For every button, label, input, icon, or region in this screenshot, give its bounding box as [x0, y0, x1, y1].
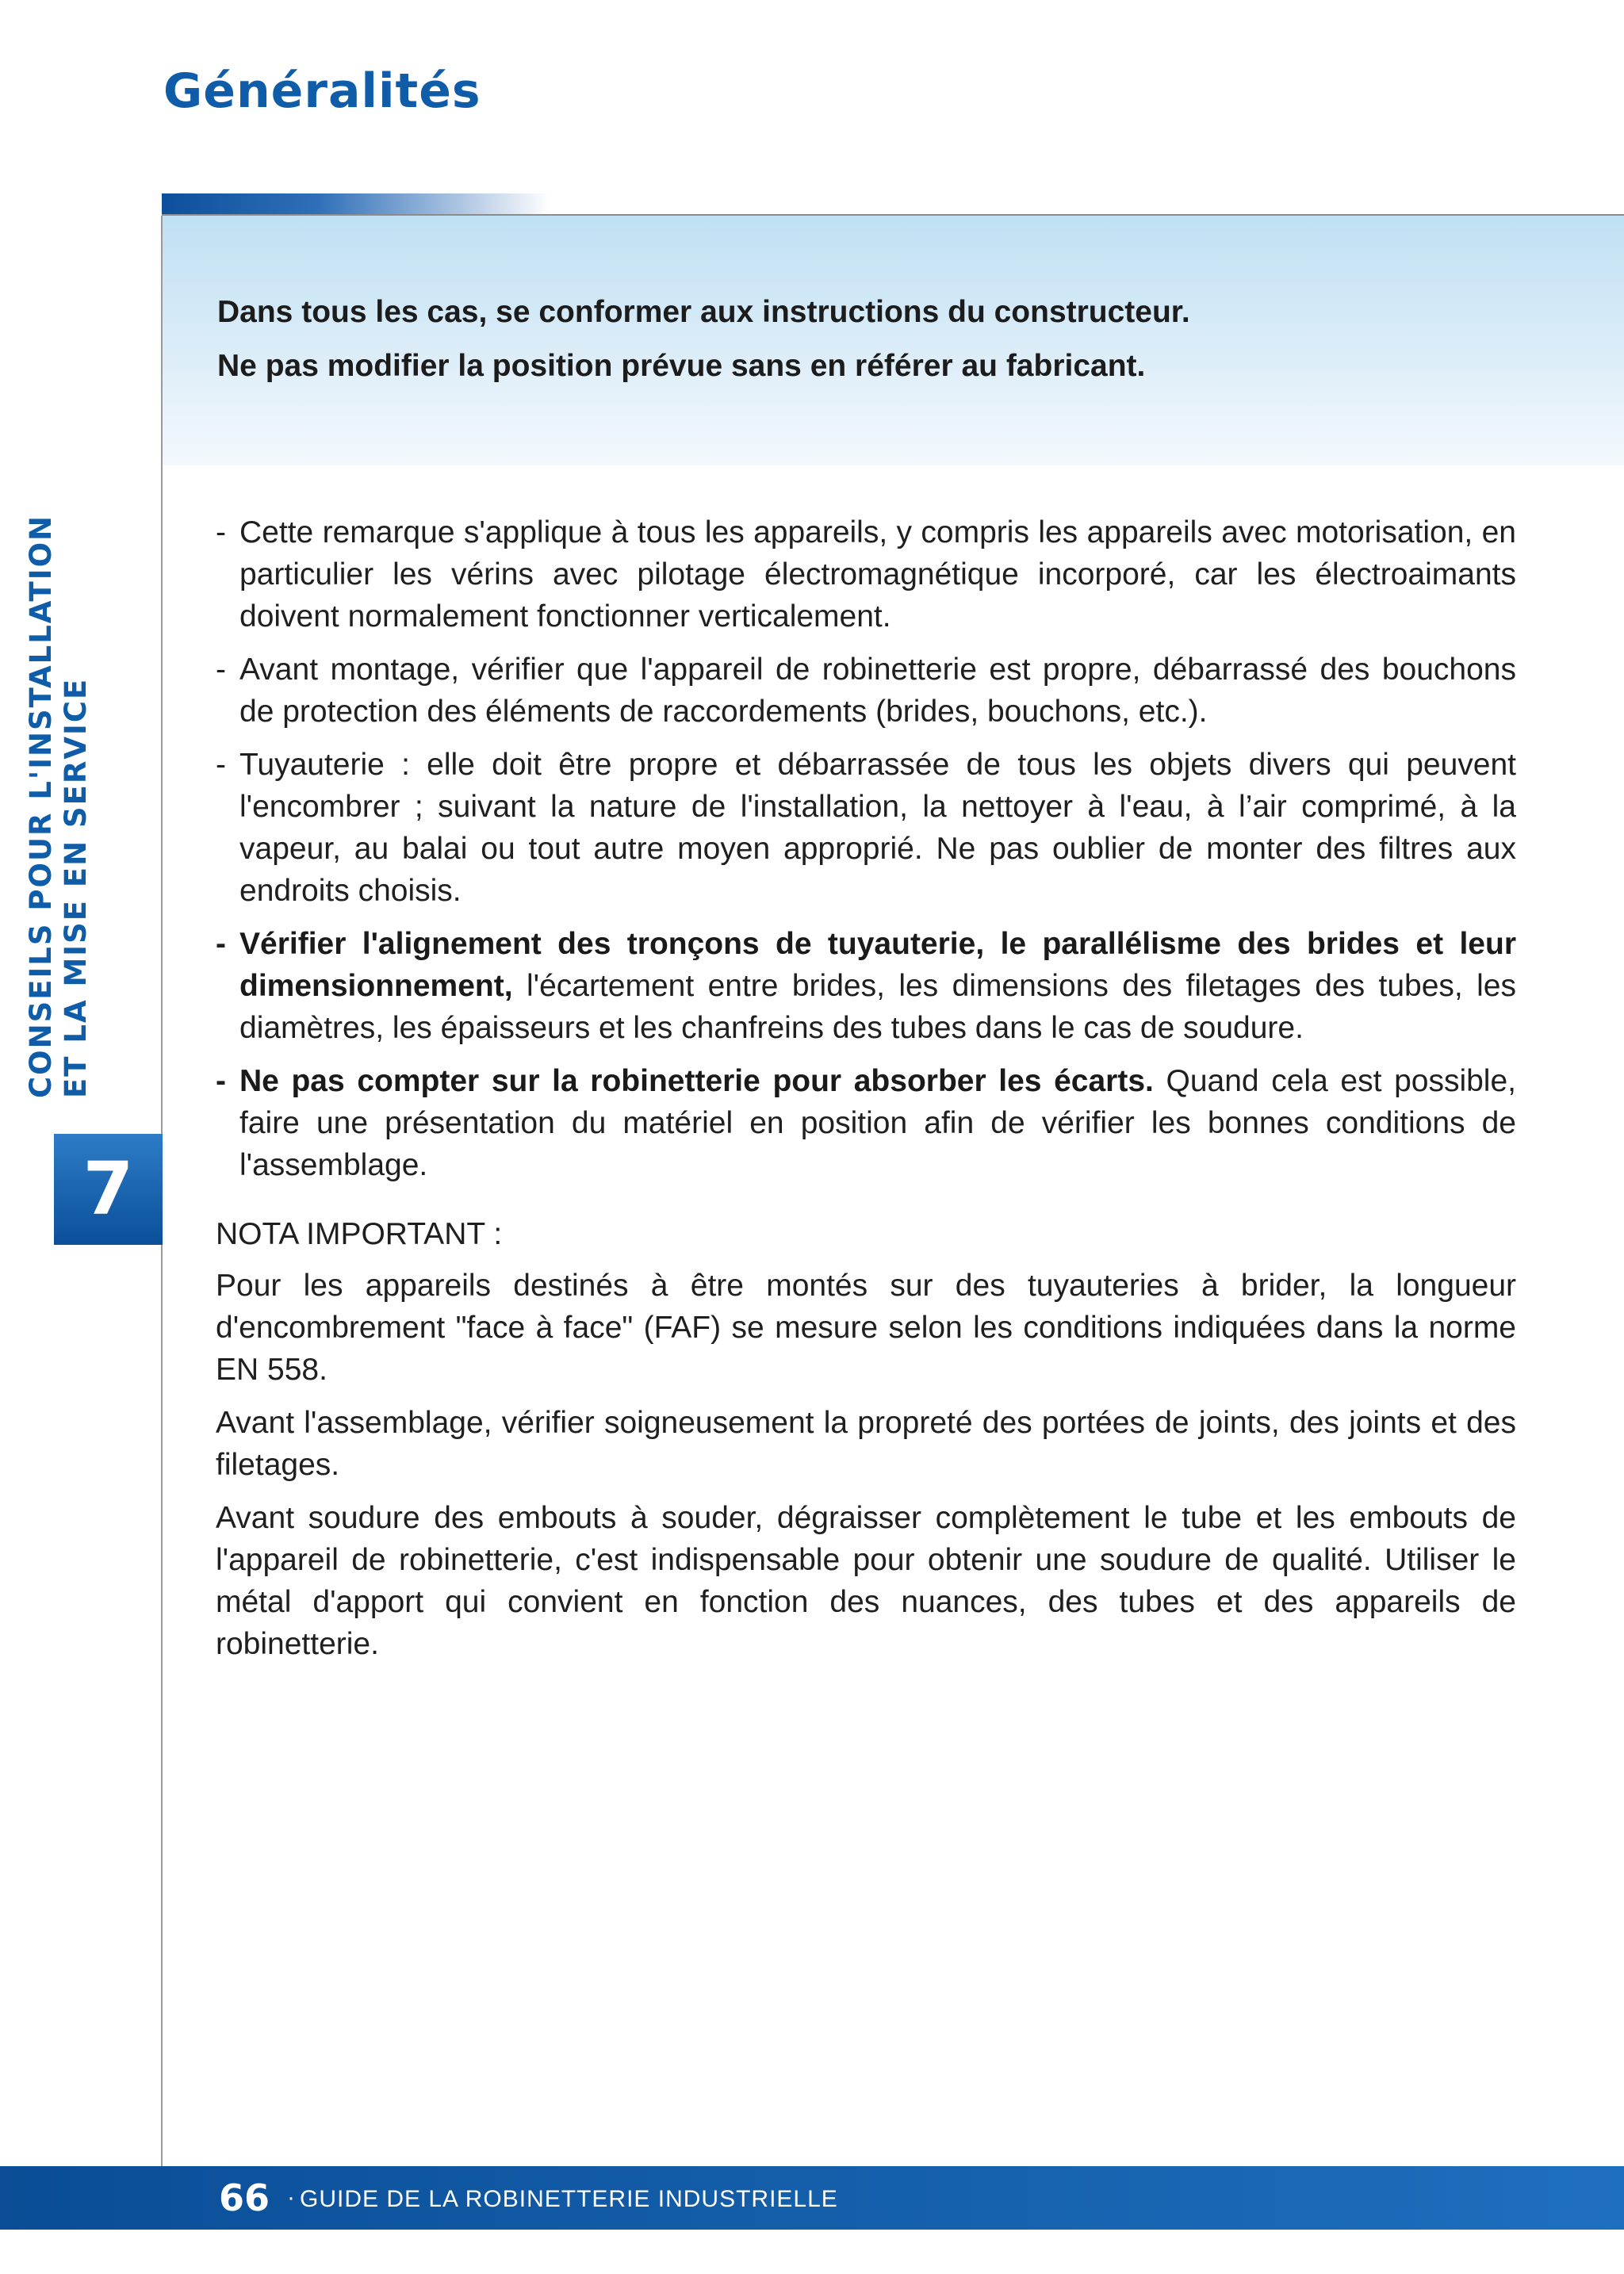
list-item	[216, 923, 1516, 1049]
list-item	[216, 649, 1516, 733]
footer-separator: ·	[287, 2184, 295, 2211]
header-accent-bar	[162, 193, 550, 216]
page-title: Généralités	[163, 63, 481, 119]
list-dash: -	[216, 748, 226, 782]
chapter-side-label	[24, 400, 94, 1098]
list-item-emphasis: Ne pas compter sur la robinetterie pour absorber les écarts.	[239, 1064, 1154, 1098]
nota-paragraph: Pour les appareils destinés à être montés sur des tuyauteries à brider, la longueur d'encombrement "face à face" (FAF) se mesure selon les conditions indiquées dans la norme EN 558.	[216, 1269, 1516, 1387]
note-line-1: Dans tous les cas, se conformer aux instructions du constructeur.	[217, 295, 1190, 329]
page-number: 66	[219, 2176, 270, 2219]
list-item-text: Quand cela est possible, faire une présentation du matériel en position afin de vérifier les bonnes conditions de l'assemblage.	[239, 1064, 1516, 1182]
note-box	[163, 216, 1624, 465]
chapter-number-badge: 7	[54, 1134, 163, 1245]
list-item-text: l'écartement entre brides, les dimensions des filetages des tubes, les diamètres, les épaisseurs et les chanfreins des tubes dans le cas de soudure.	[239, 969, 1516, 1045]
note-line-2: Ne pas modifier la position prévue sans en référer au fabricant.	[217, 349, 1146, 383]
list-item	[216, 511, 1516, 637]
list-item-text: Cette remarque s'applique à tous les appareils, y compris les appareils avec motorisation, en particulier les vérins avec pilotage électromagnétique incorporé, car les électroaimants doivent normalement fonctionner verticalement.	[239, 515, 1516, 634]
nota-title: NOTA IMPORTANT :	[216, 1217, 503, 1251]
chapter-label-line-2: ET LA MISE EN SERVICE	[59, 677, 93, 1098]
list-item-text: Tuyauterie : elle doit être propre et débarrassée de tous les objets divers qui peuvent l'encombrer ; suivant la nature de l'installation, la nettoyer à l'eau, à l’air comprimé, à la vapeur, au balai ou tout autre moyen approprié. Ne pas oublier de monter des filtres aux endroits choisis.	[239, 748, 1516, 908]
list-dash: -	[216, 653, 226, 687]
instruction-list	[216, 511, 1516, 1186]
list-dash: -	[216, 927, 226, 961]
chapter-label-line-1: CONSEILS POUR L'INSTALLATION	[24, 515, 58, 1098]
footer-bar	[0, 2166, 1624, 2230]
list-item	[216, 1060, 1516, 1186]
footer-title: GUIDE DE LA ROBINETTERIE INDUSTRIELLE	[300, 2186, 838, 2212]
nota-paragraph: Avant soudure des embouts à souder, dégraisser complètement le tube et les embouts de l'appareil de robinetterie, c'est indispensable pour obtenir une soudure de qualité. Utiliser le métal d'apport qui convient en fonction des nuances, des tubes et des appareils de robinetterie.	[216, 1501, 1516, 1661]
list-item-text: Avant montage, vérifier que l'appareil de robinetterie est propre, débarrassé des bouchons de protection des éléments de raccordements (brides, bouchons, etc.).	[239, 653, 1516, 729]
main-content	[216, 511, 1516, 1676]
list-dash: -	[216, 1064, 226, 1098]
list-item-emphasis: Vérifier l'alignement des tronçons de tuyauterie, le parallélisme des brides et leur dimensionnement,	[239, 927, 1516, 1003]
list-dash: -	[216, 515, 226, 549]
nota-paragraph: Avant l'assemblage, vérifier soigneusement la propreté des portées de joints, des joints et des filetages.	[216, 1406, 1516, 1482]
list-item	[216, 744, 1516, 912]
